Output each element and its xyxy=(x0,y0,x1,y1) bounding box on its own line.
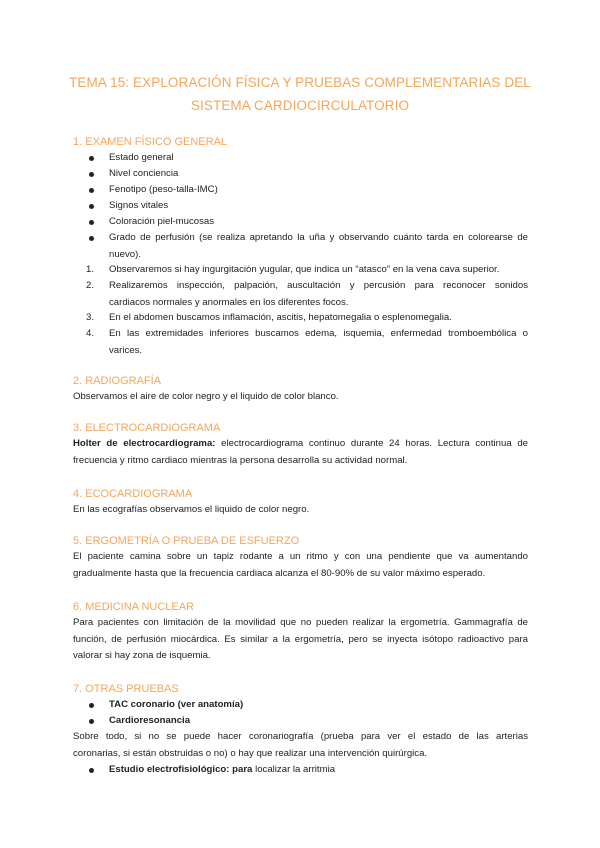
section-6-heading: 6. MEDICINA NUCLEAR xyxy=(73,601,195,613)
section-3-text: Holter de electrocardiograma: electrocardiograma continuo durante 24 horas. Lectura continua de frecuencia y ritmo cardiaco mientras la persona desarrolla su actividad normal. xyxy=(73,438,528,466)
title-line-1: TEMA 15: EXPLORACIÓN FÍSICA Y PRUEBAS COMPLEMENTARIAS DEL xyxy=(69,75,531,90)
page-title xyxy=(60,71,540,117)
section-5-heading: 5. ERGOMETRÍA O PRUEBA DE ESFUERZO xyxy=(73,535,300,547)
section-5-text: El paciente camina sobre un tapiz rodante a un ritmo y con una pendiente que va aumentando gradualmente hasta que la frecuencia cardiaca alcanza el 80-90% de su valor máximo esperado. xyxy=(73,551,528,579)
section-2-text: Observamos el aire de color negro y el liquido de color blanco. xyxy=(73,391,339,402)
section-4-heading: 4. ECOCARDIOGRAMA xyxy=(73,488,193,500)
section-2-heading: 2. RADIOGRAFÍA xyxy=(73,375,162,387)
document-page: TEMA 15: EXPLORACIÓN FÍSICA Y PRUEBAS COMPLEMENTARIAS DEL SISTEMA CARDIOCIRCULATORIO 1. EXAMEN FÍSICO GENERAL Estado general Nivel conciencia Fenotipo (peso-talla-IMC) Signos vitales Coloración piel-mucosas Grado de perfusión (se realiza apretando la uña y observando cuánto tarda en colorearse de nuevo). 1. Observaremos si hay ingurgitación yugular, que indica un “atasco” en la vena cava superior. 2. Realizaremos inspección, palpación, auscultación y percusión para reconocer sonidos cardiacos normales y anormales en los diferentes focos. 3. En el abdomen buscamos inflamación, ascitis, hepatomegalia o esplenomegalia. 4. En las extremidades inferiores buscamos edema, isquemia, enfermedad tromboembólica o varices. 2. RADIOGRAFÍA Observamos el aire de color negro y el liquido de color blanco. 3. ELECTROCARDIOGRAMA Holter de electrocardiograma: electrocardiograma continuo durante 24 horas. Lectura continua de frecuencia y ritmo cardiaco mientras la persona desarrolla su actividad normal. 4. ECOCARDIOGRAMA En las ecografías observamos el liquido de color negro. 5. ERGOMETRÍA O PRUEBA DE ESFUERZO El paciente camina sobre un tapiz rodante a un ritmo y con una pendiente que va aumentando gradualmente hasta que la frecuencia cardiaca alcanza el 80-90% de su valor máximo esperado. 6. MEDICINA NUCLEAR Para pacientes con limitación de la movilidad que no pueden realizar la ergometría. Gammagrafía de función, de perfusión miocárdica. Es similar a la ergometría, pero se inyecta isótopo radioactivo para valorar si hay zona de isquemia. 7. OTRAS PRUEBAS TAC coronario (ver anatomía) Cardioresonancia Sobre todo, si no se puede hacer coronariografía (prueba para ver el estado de las arterias coronarias, si están obstruidas o no) o hay que realizar una intervención quirúrgica. Estudio electrofisiológico: para localizar la arritmia xyxy=(0,0,600,848)
section-6-text: Para pacientes con limitación de la movilidad que no pueden realizar la ergometría. Gammagrafía de función, de perfusión miocárdica. Es similar a la ergometría, pero se inyecta isótopo radioactivo para valorar si hay zona de isquemia. xyxy=(73,617,528,661)
section-4-text: En las ecografías observamos el liquido de color negro. xyxy=(73,504,310,515)
section-7-text: Sobre todo, si no se puede hacer coronariografía (prueba para ver el estado de las arterias coronarias, si están obstruidas o no) o hay que realizar una intervención quirúrgica. xyxy=(73,731,528,759)
section-3-heading: 3. ELECTROCARDIOGRAMA xyxy=(73,422,221,434)
section-7-heading: 7. OTRAS PRUEBAS xyxy=(73,683,179,695)
section-1-heading: 1. EXAMEN FÍSICO GENERAL xyxy=(73,136,228,148)
title-line-2: SISTEMA CARDIOCIRCULATORIO xyxy=(190,98,410,113)
holter-label: Holter de electrocardiograma: xyxy=(73,438,216,449)
